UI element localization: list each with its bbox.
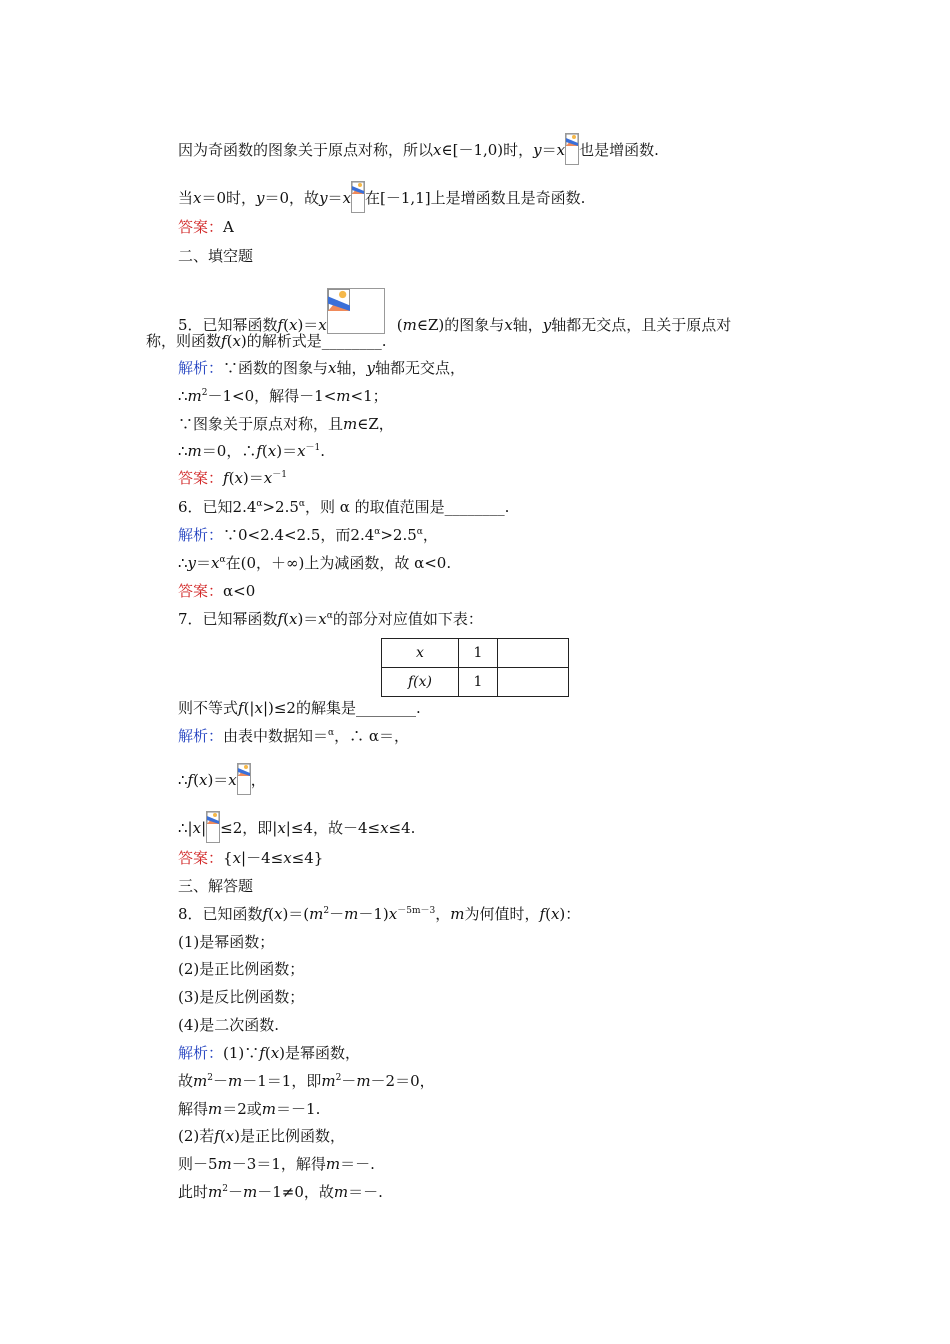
question-item: (1)是幂函数； [178, 933, 275, 951]
question-5-cont: 称，则函数f(x)的解析式是________. [146, 332, 387, 350]
broken-image-icon [327, 288, 385, 334]
answer-line: 答案：A [178, 218, 234, 236]
solution-line: 故$m^2-m-1=1$，即$m^2-m-2=0$， [178, 1072, 435, 1090]
table-cell: 1 [459, 668, 498, 697]
solution-line: 解析：∵函数的图象与x轴，y轴都无交点， [178, 359, 466, 377]
solution-line: (2)若f(x)是正比例函数， [178, 1127, 345, 1145]
table-cell [498, 668, 569, 697]
table-cell [498, 639, 569, 668]
question-item: (4)是二次函数. [178, 1016, 280, 1034]
solution-line: 此时$m^2-m-1\ne 0$，故m＝－. [178, 1183, 383, 1201]
solution-line: 则－5m－3＝1，解得m＝－. [178, 1155, 375, 1173]
question-5: 5．已知幂函数f(x)＝x (m∈Z)的图象与x轴，y轴都无交点，且关于原点对 [178, 288, 731, 335]
answer-line: 答案：$f(x)=x^{-1}$ [178, 469, 287, 487]
table-cell: f(x) [382, 668, 459, 697]
solution-line: 解析：由表中数据知＝$^\alpha$，∴ α＝， [178, 727, 410, 745]
solution-line: 当x＝0时，y＝0，故y＝x 在[－1,1]上是增函数且是奇函数. [178, 181, 585, 213]
table-cell: 1 [459, 639, 498, 668]
solution-line: ∴|x| ≤2，即|x|≤4，故－4≤x≤4. [178, 811, 415, 843]
answer-line: 答案：{x|－4≤x≤4} [178, 849, 324, 867]
broken-image-icon [565, 133, 579, 165]
solution-line: ∴f(x)＝x ， [178, 763, 266, 795]
solution-line: ∵图象关于原点对称，且m∈Z， [178, 415, 394, 433]
section-heading: 三、解答题 [178, 877, 254, 895]
broken-image-icon [237, 763, 251, 795]
solution-line: $\therefore m^2-1<0$，解得－1<m<1； [178, 387, 388, 405]
table-cell: x [382, 639, 459, 668]
broken-image-icon [206, 811, 220, 843]
question-item: (2)是正比例函数； [178, 960, 305, 978]
solution-line: 解析：∵0<2.4<2.5，而$2.4^\alpha>2.5^\alpha$， [178, 526, 438, 544]
solution-line: $\therefore y=x^\alpha$在(0，＋∞)上为减函数，故 α<0. [178, 554, 452, 572]
solution-line: 解析：(1)∵f(x)是幂函数， [178, 1044, 361, 1062]
question-item: (3)是反比例函数； [178, 988, 305, 1006]
solution-line: ∴m＝0，$\therefore f(x)=x^{-1}$. [178, 442, 326, 460]
value-table [381, 638, 569, 697]
section-heading: 二、填空题 [178, 247, 254, 265]
solution-line: 因为奇函数的图象关于原点对称，所以x∈[－1,0)时，y＝x 也是增函数. [178, 133, 659, 165]
question-7: 7．已知幂函数$f(x)=x^\alpha$的部分对应值如下表： [178, 610, 483, 628]
broken-image-icon [351, 181, 365, 213]
answer-line: 答案：α<0 [178, 582, 256, 600]
question-7-cont: 则不等式f(|x|)≤2的解集是________. [178, 699, 421, 717]
question-6: 6．已知$2.4^\alpha>2.5^\alpha$，则 α 的取值范围是________. [178, 498, 510, 516]
table-row [382, 639, 569, 668]
question-8: 8．已知函数$f(x)=(m^2-m-1)x^{-5m-3}$，m为何值时，f(x)： [178, 905, 581, 923]
table-row [382, 668, 569, 697]
solution-line: 解得m＝2或m＝－1. [178, 1100, 321, 1118]
